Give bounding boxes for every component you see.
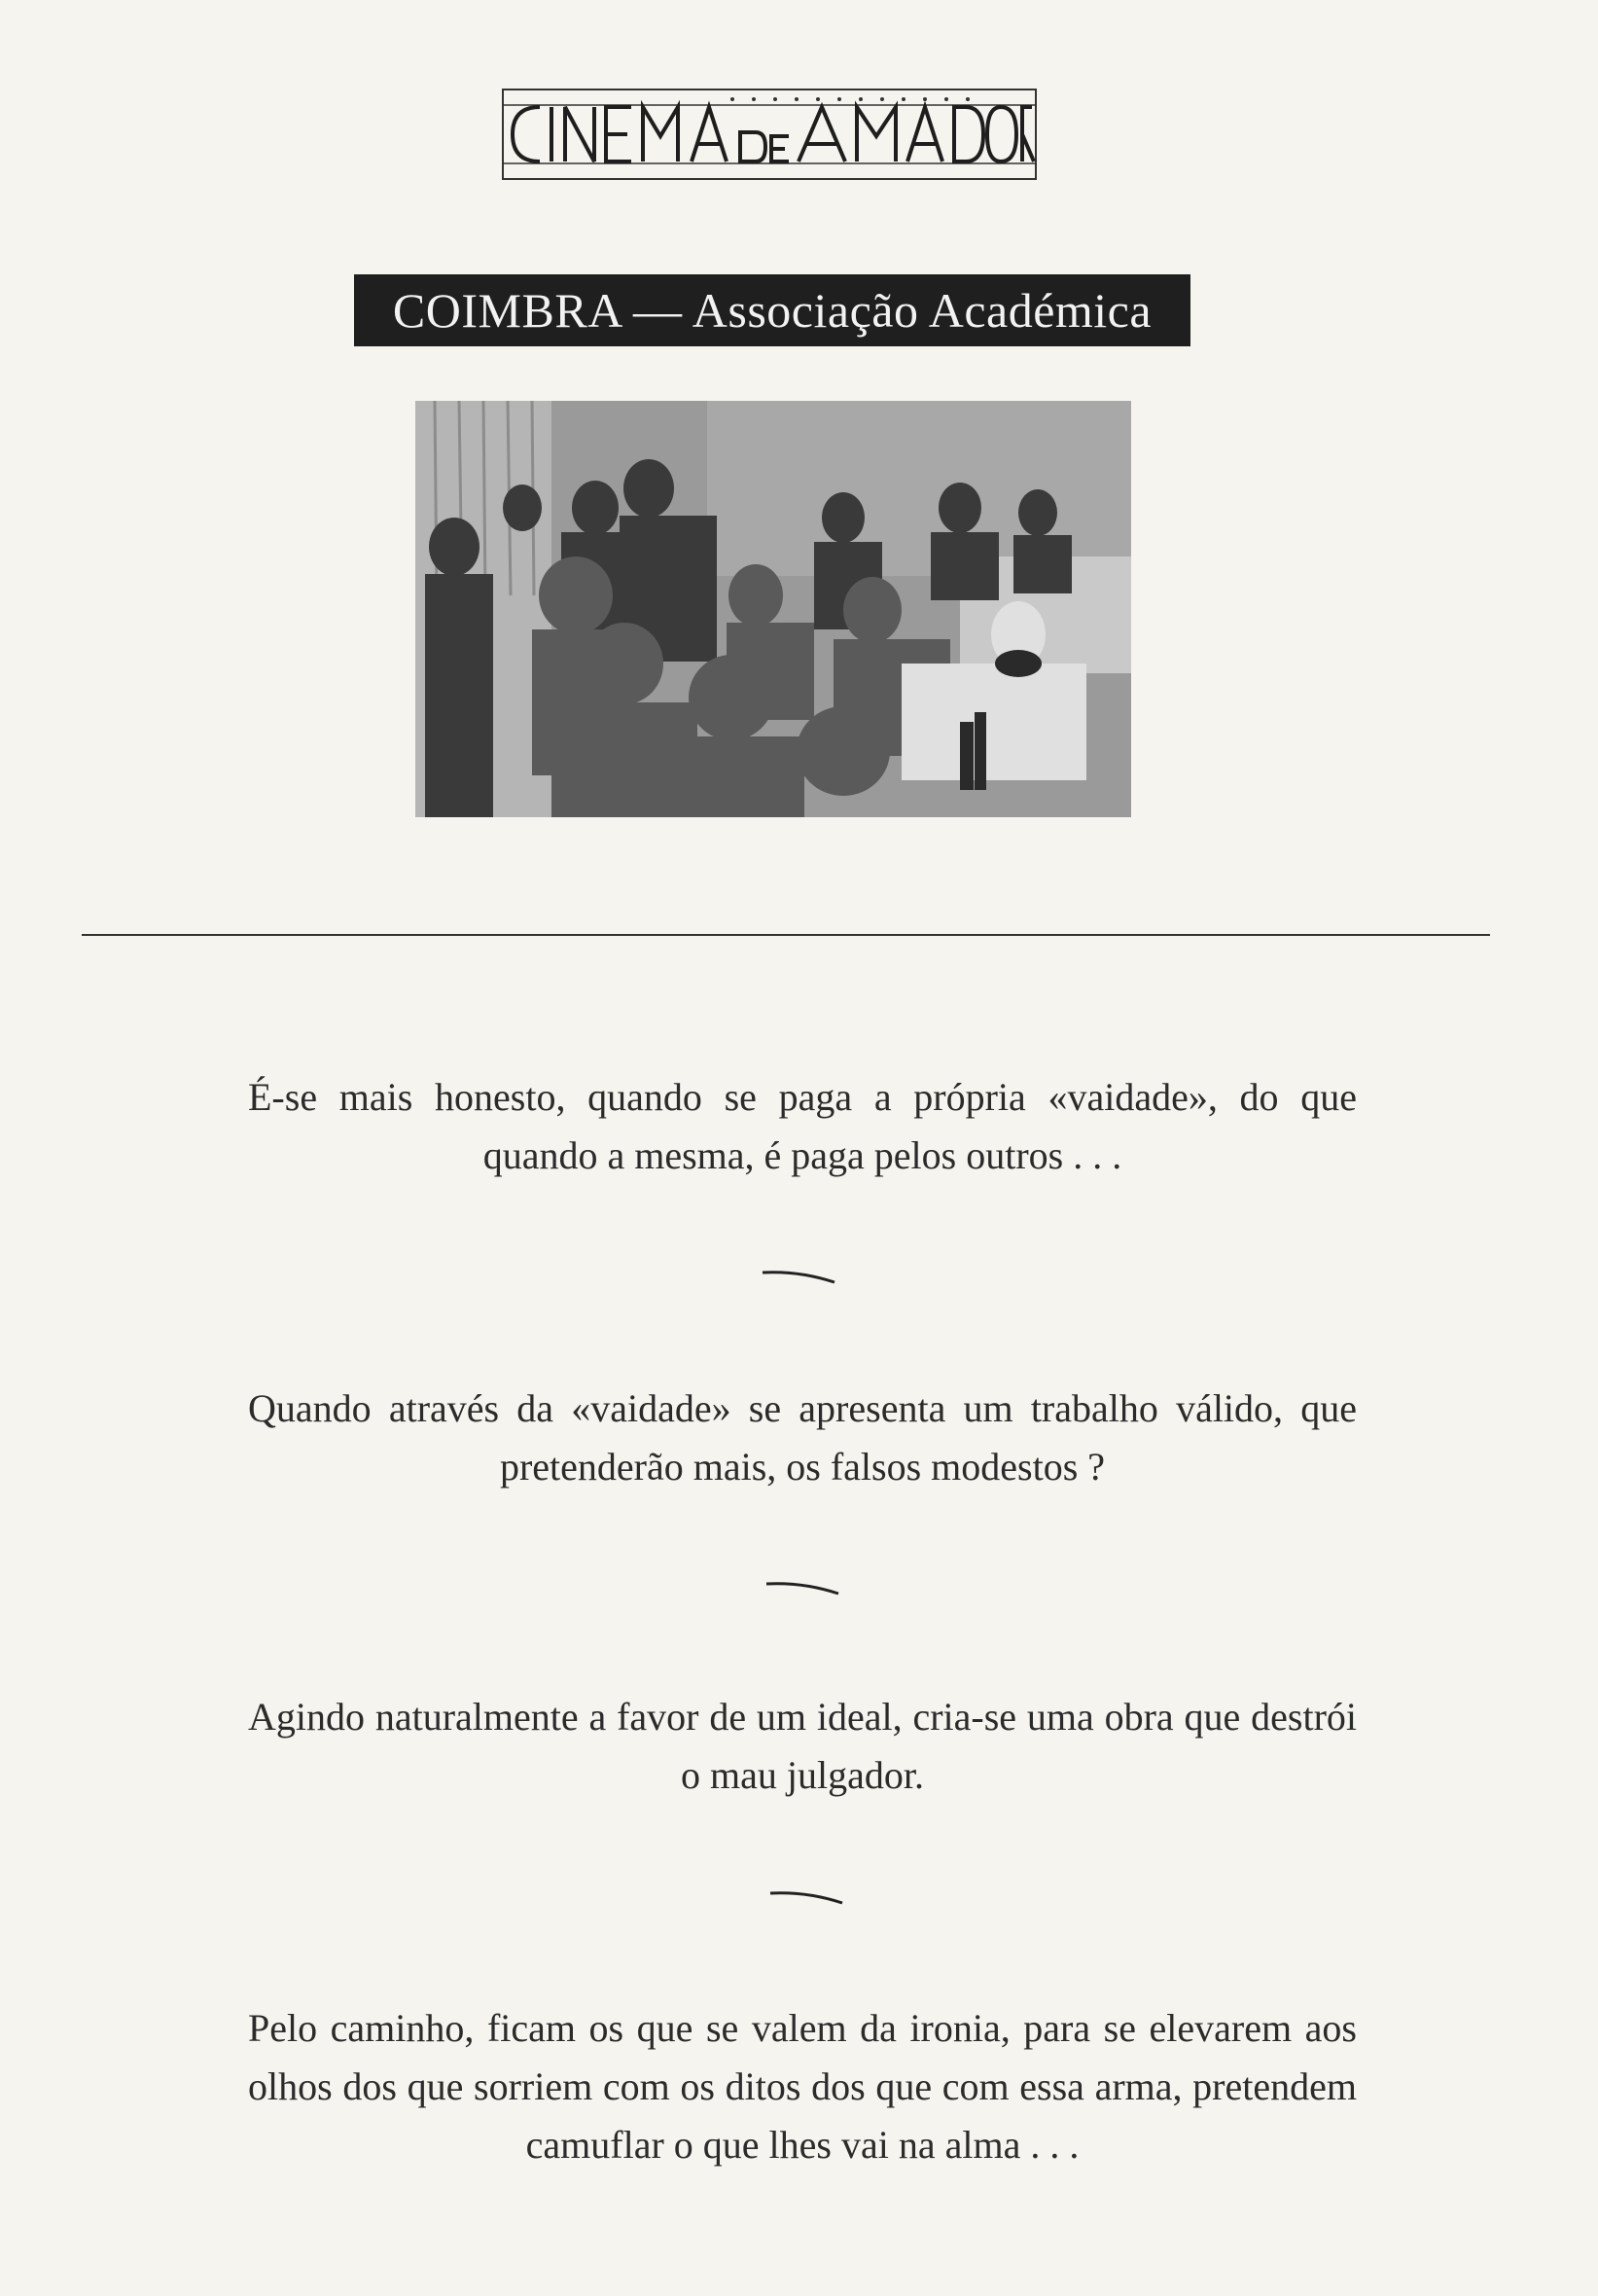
paragraph-4: Pelo caminho, ficam os que se valem da ironia, para se elevarem aos olhos dos que sorriem com os ditos dos que com essa arma, pretendem camuflar o que lhes vai na alma . . .	[248, 2006, 1357, 2167]
paragraph-3: Agindo naturalmente a favor de um ideal, cria-se uma obra que destrói o mau julgador.	[248, 1695, 1357, 1797]
group-dinner-photo-icon	[415, 401, 1131, 817]
photograph	[415, 401, 1131, 817]
header-title: COIMBRA — Associação Académica	[392, 283, 1153, 338]
section-divider	[82, 934, 1490, 936]
separator-dash-2	[764, 1578, 842, 1597]
separator-dash-1	[761, 1267, 838, 1286]
header-bar	[354, 274, 1190, 346]
paragraph-1: É-se mais honesto, quando se paga a própria «vaidade», do que quando a mesma, é paga pelos outros . . .	[248, 1075, 1357, 1177]
paragraph-2: Quando através da «vaidade» se apresenta um trabalho válido, que pretenderão mais, os falsos modestos ?	[248, 1386, 1357, 1489]
separator-dash-3	[768, 1887, 846, 1907]
masthead-logo	[501, 86, 1038, 183]
cinema-de-amador-logo-icon	[501, 86, 1038, 183]
